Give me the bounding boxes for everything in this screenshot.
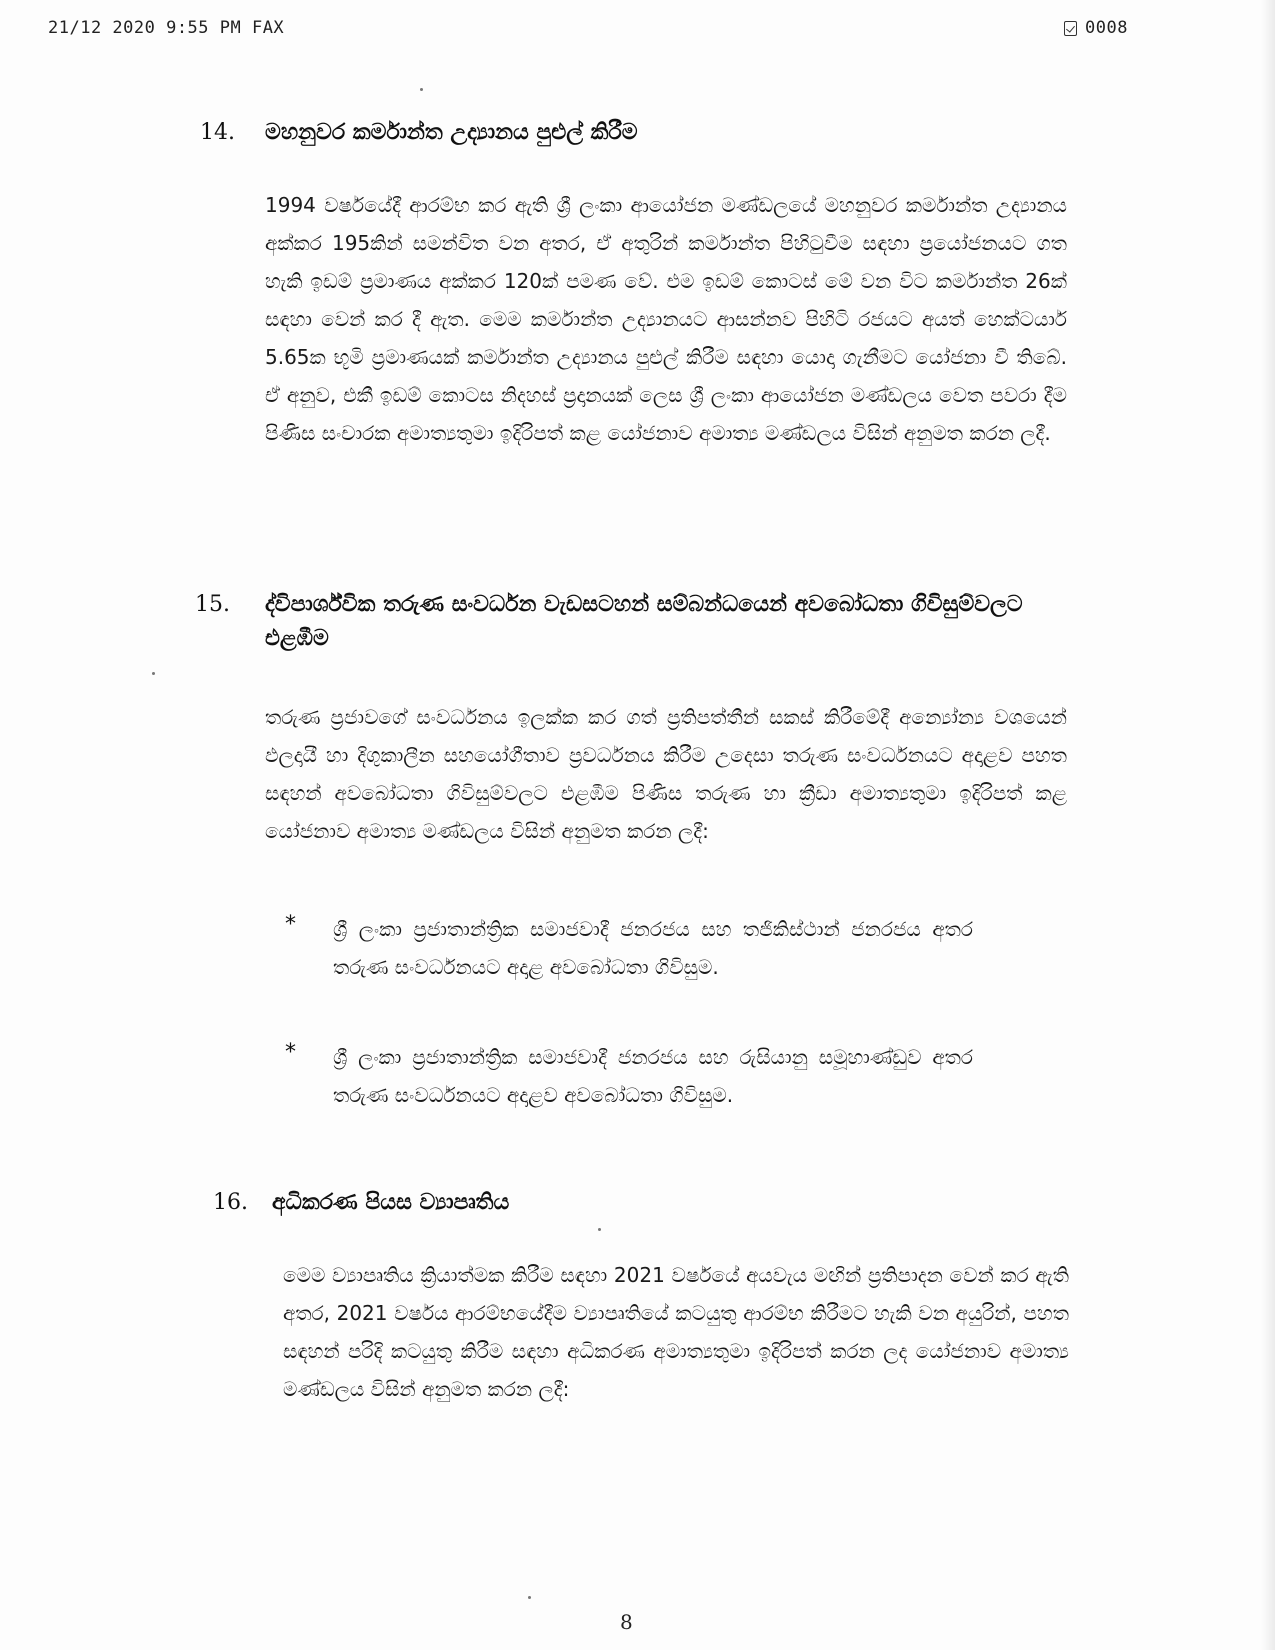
section-16-paragraph: මෙම ව්‍යාපෘතිය ක්‍රියාත්මක කිරීම සඳහා 2021 වර්ෂයේ අයවැය මඟින් ප්‍රතිපාදන වෙන් කර ඇති අතර, 2021 වර්ෂය ආරම්භයේදීම ව්‍යාපෘතියේ කටයුතු ආරම්භ කිරීමට හැකි වන අයුරින්, පහත සඳහන් පරිදි කටයුතු කිරීම සඳහා අධිකරණ අමාත්‍යතුමා ඉදිරිපත් කරන ලද යෝජනාව අමාත්‍ය මණ්ඩලය විසින් අනුමත කරන ලදී: xyxy=(283,1263,1069,1401)
section-16-title: අධිකරණ පියස ව්‍යාපෘතිය xyxy=(272,1190,510,1215)
page-number: 8 xyxy=(620,1610,633,1634)
scan-speck xyxy=(152,672,155,675)
section-16-number: 16. xyxy=(213,1190,248,1215)
section-14-paragraph: 1994 වර්ෂයේදී ආරම්භ කර ඇති ශ්‍රී ලංකා ආයෝජන මණ්ඩලයේ මහනුවර කර්මාන්ත උද්‍යානය අක්කර 195කින් සමන්විත වන අතර, ඒ අතුරින් කර්මාන්ත පිහිටුවීම සඳහා ප්‍රයෝජනයට ගත හැකි ඉඩම් ප්‍රමාණය අක්කර 120ක් පමණ වේ. එම ඉඩම් කොටස් මේ වන විට කර්මාන්ත 26ක් සඳහා වෙන් කර දී ඇත. මෙම කර්මාන්ත උද්‍යානයට ආසන්නව පිහිටි රජයට අයත් හෙක්ටයාර් 5.65ක භූමි ප්‍රමාණයක් කර්මාන්ත උද්‍යානය පුළුල් කිරීම සඳහා යොදා ගැනීමට යෝජනා වී තිබේ. ඒ අනුව, එකී ඉඩම් කොටස නිදහස් ප්‍රදානයක් ලෙස ශ්‍රී ලංකා ආයෝජන මණ්ඩලය වෙත පවරා දීම පිණිස සංචාරක අමාත්‍යතුමා ඉදිරිපත් කළ යෝජනාව අමාත්‍ය මණ්ඩලය විසින් අනුමත කරන ලදී. xyxy=(265,193,1067,445)
bullet-item-1: ශ්‍රී ලංකා ප්‍රජාතාන්ත්‍රික සමාජවාදී ජනරජය සහ තජිකිස්ථාන් ජනරජය අතර තරුණ සංවර්ධනයට අදාළ අවබෝධතා ගිවිසුම. xyxy=(333,917,973,979)
section-14-title: මහනුවර කර්මාන්ත උද්‍යානය පුළුල් කිරීම xyxy=(265,120,638,145)
fax-page-counter xyxy=(1064,18,1128,38)
fax-header xyxy=(48,18,1128,42)
section-15-title: ද්විපාර්ශ්වික තරුණ සංවර්ධන වැඩසටහන් සම්බන්ධයෙන් අවබෝධතා ගිවිසුම්වලට එළඹීම xyxy=(265,592,1023,651)
section-15-paragraph: තරුණ ප්‍රජාවගේ සංවර්ධනය ඉලක්ක කර ගත් ප්‍රතිපත්තීන් සකස් කිරීමේදී අන්‍යෝන්‍ය වශයෙන් ඵලදායී හා දිගුකාලීන සහයෝගීතාව ප්‍රවර්ධනය කිරීම උදෙසා තරුණ සංවර්ධනයට අදාළව පහත සඳහන් අවබෝධතා ගිවිසුම්වලට එළඹීම පිණිස තරුණ හා ක්‍රීඩා අමාත්‍යතුමා ඉදිරිපත් කළ යෝජනාව අමාත්‍ය මණ්ඩලය විසින් අනුමත කරන ලදී: xyxy=(265,705,1067,843)
bullet-item-2: ශ්‍රී ලංකා ප්‍රජාතාන්ත්‍රික සමාජවාදී ජනරජය සහ රුසියානු සමූහාණ්ඩුව අතර තරුණ සංවර්ධනයට අදාළව අවබෝධතා ගිවිසුම. xyxy=(333,1045,973,1107)
section-15-number: 15. xyxy=(195,592,230,617)
scan-speck xyxy=(528,1596,531,1599)
scan-speck xyxy=(598,1228,601,1231)
checkbox-icon xyxy=(1064,21,1077,36)
section-14-number: 14. xyxy=(200,120,235,145)
scan-speck xyxy=(420,88,423,91)
bullet-star-icon: * xyxy=(285,1040,296,1065)
fax-timestamp: 21/12 2020 9:55 PM FAX xyxy=(48,18,285,38)
fax-page-number: 0008 xyxy=(1085,18,1128,38)
bullet-star-icon: * xyxy=(285,912,296,937)
